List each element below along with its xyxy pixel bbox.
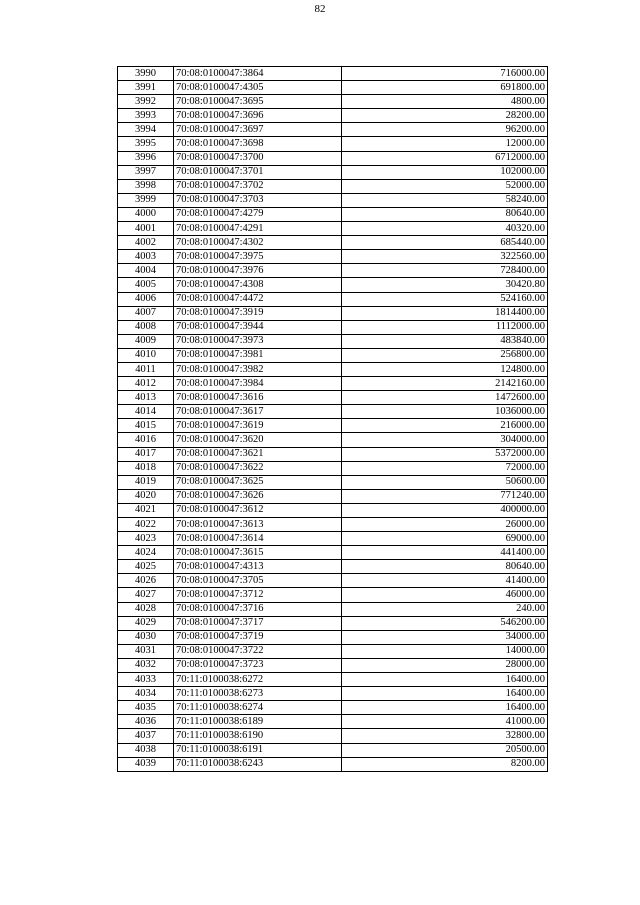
- row-number-cell: 4026: [118, 574, 174, 588]
- table-row: [118, 447, 548, 461]
- value-cell: 16400.00: [342, 687, 548, 701]
- cadastral-number-cell: 70:08:0100047:3723: [174, 658, 342, 672]
- row-number-cell: 3990: [118, 67, 174, 81]
- registry-table: [117, 66, 548, 772]
- table-row: [118, 616, 548, 630]
- cadastral-number-cell: 70:08:0100047:3695: [174, 95, 342, 109]
- value-cell: 28200.00: [342, 109, 548, 123]
- table-row: [118, 560, 548, 574]
- value-cell: 1036000.00: [342, 405, 548, 419]
- value-cell: 322560.00: [342, 250, 548, 264]
- cadastral-number-cell: 70:08:0100047:3982: [174, 362, 342, 376]
- value-cell: 691800.00: [342, 81, 548, 95]
- cadastral-number-cell: 70:08:0100047:3703: [174, 193, 342, 207]
- value-cell: 483840.00: [342, 334, 548, 348]
- cadastral-number-cell: 70:11:0100038:6189: [174, 715, 342, 729]
- cadastral-number-cell: 70:08:0100047:3625: [174, 475, 342, 489]
- table-row: [118, 687, 548, 701]
- value-cell: 80640.00: [342, 207, 548, 221]
- value-cell: 728400.00: [342, 264, 548, 278]
- value-cell: 400000.00: [342, 503, 548, 517]
- cadastral-number-cell: 70:11:0100038:6243: [174, 757, 342, 771]
- table-row: [118, 362, 548, 376]
- row-number-cell: 4010: [118, 348, 174, 362]
- row-number-cell: 3994: [118, 123, 174, 137]
- cadastral-number-cell: 70:08:0100047:3614: [174, 532, 342, 546]
- registry-table-body: [118, 67, 548, 772]
- table-row: [118, 320, 548, 334]
- row-number-cell: 4017: [118, 447, 174, 461]
- cadastral-number-cell: 70:08:0100047:4472: [174, 292, 342, 306]
- value-cell: 771240.00: [342, 489, 548, 503]
- value-cell: 46000.00: [342, 588, 548, 602]
- value-cell: 41000.00: [342, 715, 548, 729]
- cadastral-number-cell: 70:08:0100047:4313: [174, 560, 342, 574]
- table-row: [118, 729, 548, 743]
- value-cell: 16400.00: [342, 701, 548, 715]
- value-cell: 30420.80: [342, 278, 548, 292]
- row-number-cell: 4002: [118, 236, 174, 250]
- row-number-cell: 4027: [118, 588, 174, 602]
- cadastral-number-cell: 70:08:0100047:4302: [174, 236, 342, 250]
- table-row: [118, 377, 548, 391]
- value-cell: 72000.00: [342, 461, 548, 475]
- cadastral-number-cell: 70:11:0100038:6190: [174, 729, 342, 743]
- row-number-cell: 4020: [118, 489, 174, 503]
- value-cell: 240.00: [342, 602, 548, 616]
- cadastral-number-cell: 70:08:0100047:4291: [174, 222, 342, 236]
- cadastral-number-cell: 70:08:0100047:3975: [174, 250, 342, 264]
- value-cell: 6712000.00: [342, 151, 548, 165]
- cadastral-number-cell: 70:08:0100047:4308: [174, 278, 342, 292]
- cadastral-number-cell: 70:08:0100047:3615: [174, 546, 342, 560]
- row-number-cell: 4012: [118, 377, 174, 391]
- row-number-cell: 3993: [118, 109, 174, 123]
- cadastral-number-cell: 70:08:0100047:3626: [174, 489, 342, 503]
- cadastral-number-cell: 70:11:0100038:6191: [174, 743, 342, 757]
- cadastral-number-cell: 70:08:0100047:3612: [174, 503, 342, 517]
- value-cell: 4800.00: [342, 95, 548, 109]
- row-number-cell: 4033: [118, 673, 174, 687]
- row-number-cell: 4034: [118, 687, 174, 701]
- table-row: [118, 588, 548, 602]
- row-number-cell: 3991: [118, 81, 174, 95]
- value-cell: 304000.00: [342, 433, 548, 447]
- value-cell: 2142160.00: [342, 377, 548, 391]
- table-row: [118, 715, 548, 729]
- table-row: [118, 264, 548, 278]
- cadastral-number-cell: 70:08:0100047:3616: [174, 391, 342, 405]
- row-number-cell: 4024: [118, 546, 174, 560]
- table-row: [118, 334, 548, 348]
- table-row: [118, 503, 548, 517]
- cadastral-number-cell: 70:08:0100047:3717: [174, 616, 342, 630]
- cadastral-number-cell: 70:08:0100047:3944: [174, 320, 342, 334]
- table-row: [118, 574, 548, 588]
- table-row: [118, 419, 548, 433]
- cadastral-number-cell: 70:08:0100047:3619: [174, 419, 342, 433]
- value-cell: 1472600.00: [342, 391, 548, 405]
- table-row: [118, 222, 548, 236]
- row-number-cell: 3995: [118, 137, 174, 151]
- row-number-cell: 4006: [118, 292, 174, 306]
- row-number-cell: 4014: [118, 405, 174, 419]
- page-number: 82: [314, 3, 326, 15]
- row-number-cell: 3998: [118, 179, 174, 193]
- row-number-cell: 4025: [118, 560, 174, 574]
- table-row: [118, 658, 548, 672]
- row-number-cell: 4016: [118, 433, 174, 447]
- value-cell: 16400.00: [342, 673, 548, 687]
- value-cell: 34000.00: [342, 630, 548, 644]
- table-row: [118, 405, 548, 419]
- value-cell: 40320.00: [342, 222, 548, 236]
- table-row: [118, 673, 548, 687]
- row-number-cell: 4028: [118, 602, 174, 616]
- value-cell: 685440.00: [342, 236, 548, 250]
- row-number-cell: 4005: [118, 278, 174, 292]
- row-number-cell: 4000: [118, 207, 174, 221]
- row-number-cell: 4001: [118, 222, 174, 236]
- cadastral-number-cell: 70:08:0100047:3617: [174, 405, 342, 419]
- table-row: [118, 123, 548, 137]
- cadastral-number-cell: 70:08:0100047:3698: [174, 137, 342, 151]
- cadastral-number-cell: 70:08:0100047:3705: [174, 574, 342, 588]
- cadastral-number-cell: 70:08:0100047:3613: [174, 518, 342, 532]
- table-row: [118, 630, 548, 644]
- cadastral-number-cell: 70:08:0100047:3864: [174, 67, 342, 81]
- value-cell: 50600.00: [342, 475, 548, 489]
- cadastral-number-cell: 70:08:0100047:3712: [174, 588, 342, 602]
- table-row: [118, 207, 548, 221]
- row-number-cell: 3997: [118, 165, 174, 179]
- value-cell: 12000.00: [342, 137, 548, 151]
- row-number-cell: 4035: [118, 701, 174, 715]
- row-number-cell: 4011: [118, 362, 174, 376]
- table-row: [118, 292, 548, 306]
- row-number-cell: 3999: [118, 193, 174, 207]
- row-number-cell: 4004: [118, 264, 174, 278]
- cadastral-number-cell: 70:08:0100047:3973: [174, 334, 342, 348]
- row-number-cell: 4007: [118, 306, 174, 320]
- row-number-cell: 4030: [118, 630, 174, 644]
- table-row: [118, 518, 548, 532]
- table-row: [118, 433, 548, 447]
- row-number-cell: 4037: [118, 729, 174, 743]
- cadastral-number-cell: 70:08:0100047:3697: [174, 123, 342, 137]
- table-row: [118, 461, 548, 475]
- value-cell: 8200.00: [342, 757, 548, 771]
- value-cell: 96200.00: [342, 123, 548, 137]
- row-number-cell: 3996: [118, 151, 174, 165]
- value-cell: 32800.00: [342, 729, 548, 743]
- cadastral-number-cell: 70:08:0100047:4279: [174, 207, 342, 221]
- row-number-cell: 4015: [118, 419, 174, 433]
- row-number-cell: 4039: [118, 757, 174, 771]
- row-number-cell: 4022: [118, 518, 174, 532]
- cadastral-number-cell: 70:08:0100047:3696: [174, 109, 342, 123]
- table-row: [118, 67, 548, 81]
- row-number-cell: 4018: [118, 461, 174, 475]
- cadastral-number-cell: 70:08:0100047:3702: [174, 179, 342, 193]
- value-cell: 58240.00: [342, 193, 548, 207]
- table-row: [118, 250, 548, 264]
- table-row: [118, 109, 548, 123]
- row-number-cell: 4013: [118, 391, 174, 405]
- row-number-cell: 4008: [118, 320, 174, 334]
- cadastral-number-cell: 70:08:0100047:3976: [174, 264, 342, 278]
- value-cell: 441400.00: [342, 546, 548, 560]
- row-number-cell: 4003: [118, 250, 174, 264]
- cadastral-number-cell: 70:11:0100038:6273: [174, 687, 342, 701]
- row-number-cell: 4036: [118, 715, 174, 729]
- value-cell: 52000.00: [342, 179, 548, 193]
- value-cell: 41400.00: [342, 574, 548, 588]
- cadastral-number-cell: 70:08:0100047:3919: [174, 306, 342, 320]
- value-cell: 80640.00: [342, 560, 548, 574]
- value-cell: 546200.00: [342, 616, 548, 630]
- row-number-cell: 4038: [118, 743, 174, 757]
- table-row: [118, 151, 548, 165]
- row-number-cell: 4009: [118, 334, 174, 348]
- value-cell: 524160.00: [342, 292, 548, 306]
- value-cell: 20500.00: [342, 743, 548, 757]
- table-row: [118, 236, 548, 250]
- table-row: [118, 95, 548, 109]
- table-row: [118, 179, 548, 193]
- cadastral-number-cell: 70:08:0100047:3981: [174, 348, 342, 362]
- table-row: [118, 165, 548, 179]
- cadastral-number-cell: 70:11:0100038:6272: [174, 673, 342, 687]
- row-number-cell: 4029: [118, 616, 174, 630]
- table-row: [118, 644, 548, 658]
- table-row: [118, 532, 548, 546]
- table-row: [118, 701, 548, 715]
- cadastral-number-cell: 70:08:0100047:3716: [174, 602, 342, 616]
- cadastral-number-cell: 70:08:0100047:4305: [174, 81, 342, 95]
- table-row: [118, 757, 548, 771]
- value-cell: 256800.00: [342, 348, 548, 362]
- table-row: [118, 602, 548, 616]
- row-number-cell: 4032: [118, 658, 174, 672]
- cadastral-number-cell: 70:08:0100047:3984: [174, 377, 342, 391]
- value-cell: 5372000.00: [342, 447, 548, 461]
- table-row: [118, 391, 548, 405]
- table-row: [118, 193, 548, 207]
- value-cell: 216000.00: [342, 419, 548, 433]
- value-cell: 1112000.00: [342, 320, 548, 334]
- row-number-cell: 4021: [118, 503, 174, 517]
- value-cell: 69000.00: [342, 532, 548, 546]
- row-number-cell: 4031: [118, 644, 174, 658]
- cadastral-number-cell: 70:08:0100047:3621: [174, 447, 342, 461]
- table-row: [118, 306, 548, 320]
- cadastral-number-cell: 70:08:0100047:3622: [174, 461, 342, 475]
- table-row: [118, 81, 548, 95]
- value-cell: 28000.00: [342, 658, 548, 672]
- cadastral-number-cell: 70:08:0100047:3701: [174, 165, 342, 179]
- table-row: [118, 137, 548, 151]
- value-cell: 1814400.00: [342, 306, 548, 320]
- value-cell: 102000.00: [342, 165, 548, 179]
- table-row: [118, 278, 548, 292]
- row-number-cell: 3992: [118, 95, 174, 109]
- table-row: [118, 475, 548, 489]
- table-row: [118, 348, 548, 362]
- row-number-cell: 4019: [118, 475, 174, 489]
- cadastral-number-cell: 70:08:0100047:3719: [174, 630, 342, 644]
- cadastral-number-cell: 70:08:0100047:3620: [174, 433, 342, 447]
- cadastral-number-cell: 70:08:0100047:3700: [174, 151, 342, 165]
- value-cell: 14000.00: [342, 644, 548, 658]
- value-cell: 26000.00: [342, 518, 548, 532]
- cadastral-number-cell: 70:11:0100038:6274: [174, 701, 342, 715]
- value-cell: 716000.00: [342, 67, 548, 81]
- row-number-cell: 4023: [118, 532, 174, 546]
- table-row: [118, 546, 548, 560]
- table-row: [118, 743, 548, 757]
- table-row: [118, 489, 548, 503]
- value-cell: 124800.00: [342, 362, 548, 376]
- cadastral-number-cell: 70:08:0100047:3722: [174, 644, 342, 658]
